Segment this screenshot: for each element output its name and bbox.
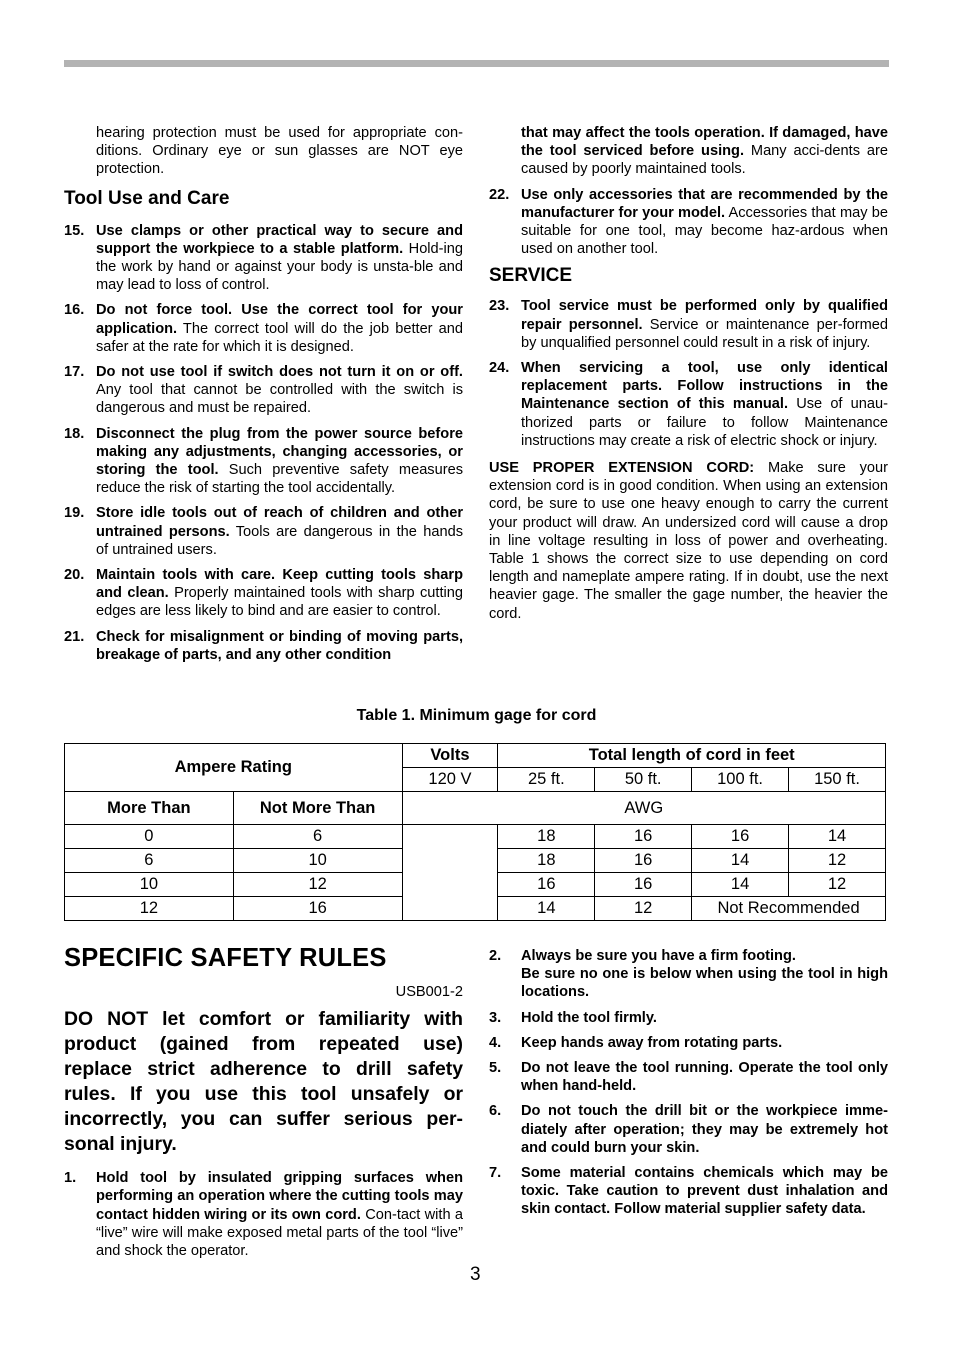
table-cell: 10 (233, 849, 402, 873)
item-text (521, 297, 888, 352)
item-bold-text: When servicing a tool, use only identical replacement parts. Follow instructions in the Maintenance section of this manual. (521, 360, 888, 413)
list-item (489, 1059, 888, 1095)
safety-list (489, 1009, 888, 1219)
table-cell: 14 (789, 825, 886, 849)
item-text (521, 1009, 888, 1027)
tool-use-list (64, 222, 463, 664)
item-number: 18. (64, 425, 85, 442)
ampere-rating-header: Ampere Rating (65, 744, 403, 792)
item-number: 22. (489, 186, 510, 203)
item-number: 20. (64, 567, 85, 584)
length-cell: 150 ft. (789, 768, 886, 792)
document-code: USB001-2 (395, 984, 463, 1000)
volts-blank-cell (402, 825, 498, 921)
item-bold-text: Do not touch the drill bit or the workpiece imme-diately after operation; they may be extremely hot and could burn your skin. (521, 1103, 888, 1156)
continued-paragraph: hearing protection must be used for appropriate con-ditions. Ordinary eye or sun glasses are NOT eye protection. (96, 125, 463, 178)
extension-cord-label: USE PROPER EXTENSION CORD: (489, 460, 755, 477)
item-text (96, 425, 463, 498)
length-cell: 100 ft. (692, 768, 789, 792)
section-heading-tool-use: Tool Use and Care (64, 187, 230, 209)
table-cell: 6 (233, 825, 402, 849)
table-cell: 16 (498, 873, 595, 897)
header-rule (64, 60, 889, 67)
item-body-text: Accessories that may be suitable for one tool, may become haz-ardous when used on another tool. (521, 204, 888, 258)
table-cell: 14 (498, 897, 595, 921)
list-item (64, 363, 463, 418)
service-list (489, 297, 888, 450)
item-body-text: Properly maintained tools with sharp cutting edges are less likely to bind and are easier to control. (96, 585, 463, 620)
table-cell: 6 (65, 849, 234, 873)
continued-item-21 (521, 124, 888, 179)
item-text (521, 359, 888, 450)
table-cell: 16 (595, 825, 692, 849)
item-number: 4. (489, 1034, 502, 1051)
list-item (489, 1009, 888, 1027)
table-row (65, 825, 886, 849)
item-number: 1. (64, 1170, 77, 1187)
item-number: 21. (64, 628, 85, 645)
table-cell: 12 (233, 873, 402, 897)
list-item (64, 1169, 463, 1260)
item-number: 24. (489, 360, 510, 377)
item-number: 6. (489, 1103, 502, 1120)
item-number: 15. (64, 222, 85, 239)
left-column-bottom (64, 943, 463, 1267)
item-bold-text: Disconnect the plug from the power source before making any adjustments, changing accessories, or storing the tool. (96, 425, 463, 479)
item-text (96, 504, 463, 559)
list-item (489, 359, 888, 450)
list-item (64, 425, 463, 498)
item-text (96, 301, 463, 356)
section-heading-service: SERVICE (489, 265, 573, 287)
table-cell: 12 (789, 849, 886, 873)
right-column-top (489, 124, 888, 623)
table-cell: 12 (65, 897, 234, 921)
item-body-text: Hold-ing the work by hand or against your body is unsta-ble and may lead to loss of control. (96, 240, 463, 294)
item-number: 19. (64, 505, 85, 522)
more-than-header: More Than (65, 792, 234, 825)
gage-table (64, 743, 886, 921)
item-body-text: Such preventive safety measures reduce the risk of starting the tool accidentally. (96, 462, 463, 497)
item-line: Always be sure you have a firm footing. (521, 948, 796, 964)
list-item (64, 301, 463, 356)
list-item (64, 504, 463, 559)
safety-title: SPECIFIC SAFETY RULES (64, 944, 387, 972)
item-bold-text: Hold tool by insulated gripping surfaces when performing an operation where the cutting tools may contact hidden wiring or its own cord. (96, 1170, 463, 1223)
item-number: 23. (489, 298, 510, 315)
table-cell: 0 (65, 825, 234, 849)
item-bold-text: Use clamps or other practical way to secure and support the workpiece to a stable platform. (96, 222, 463, 257)
list-item (489, 1164, 888, 1219)
item-body-text: Con-tact with a “live” wire will make exposed metal parts of the tool “live” and shock the operator. (96, 1206, 463, 1260)
cord-length-header: Total length of cord in feet (498, 744, 886, 768)
list-item (489, 1102, 888, 1157)
table-caption: Table 1. Minimum gage for cord (356, 707, 597, 724)
list-item (489, 1034, 888, 1052)
item-bold-text: Tool service must be performed only by qualified repair personnel. (521, 298, 888, 333)
list-item (489, 947, 888, 1002)
list-item (489, 297, 888, 352)
item-number: 17. (64, 364, 85, 381)
table-cell: 14 (692, 873, 789, 897)
item-text (96, 1169, 463, 1260)
item-number: 16. (64, 302, 85, 319)
item-body-text: Use of unau-thorized parts or failure to follow Maintenance instructions may create a risk of electric shock or injury. (521, 396, 888, 449)
table-cell: 16 (233, 897, 402, 921)
continued-bold: that may affect the tools operation. If damaged, have the tool serviced before using. (521, 125, 888, 160)
table-cell: 10 (65, 873, 234, 897)
not-recommended-cell: Not Recommended (692, 897, 886, 921)
item-bold-text: Do not use tool if switch does not turn it on or off. (96, 364, 463, 381)
length-cell: 50 ft. (595, 768, 692, 792)
voltage-cell: 120 V (402, 768, 498, 792)
item-body-text: Service or maintenance per-formed by unqualified personnel could result in a risk of injury. (521, 316, 888, 351)
item-text (521, 1102, 888, 1157)
safety-warning: DO NOT let comfort or familiarity with product (gained from repeated use) replace strict adherence to drill safety rules. If you use this tool unsafely or incorrectly, you can suffer serious per-sonal injury. (64, 1008, 463, 1156)
table-cell: 14 (692, 849, 789, 873)
item-bold-text: Do not force tool. Use the correct tool for your application. (96, 302, 463, 337)
item-bold-text: Some material contains chemicals which may be toxic. Take caution to prevent dust inhalation and skin contact. Follow material supplier safety data. (521, 1165, 888, 1218)
item-number: 2. (489, 948, 502, 964)
awg-header: AWG (402, 792, 885, 825)
table-cell: 12 (595, 897, 692, 921)
item-number: 3. (489, 1009, 502, 1026)
item-body-text: The correct tool will do the job better and safer at the rate for which it is designed. (96, 320, 463, 355)
length-cell: 25 ft. (498, 768, 595, 792)
table-cell: 12 (789, 873, 886, 897)
volts-header: Volts (402, 744, 498, 768)
list-item (489, 186, 888, 259)
item-bold-text: Hold the tool firmly. (521, 1009, 657, 1026)
continued-text: Many acci-dents are caused by poorly maintained tools. (521, 143, 888, 178)
item-text (96, 222, 463, 295)
item-line: Be sure no one is below when using the tool in high locations. (521, 966, 888, 1001)
table-cell: 16 (595, 873, 692, 897)
item-text (521, 186, 888, 259)
item-text (96, 363, 463, 418)
item-text (521, 1034, 888, 1052)
item-bold-text: Maintain tools with care. Keep cutting tools sharp and clean. (96, 567, 463, 602)
item-text (96, 628, 463, 664)
item-number: 5. (489, 1060, 502, 1077)
list-item (64, 566, 463, 621)
item-text (521, 1059, 888, 1095)
left-column-top (64, 124, 463, 671)
table-cell: 16 (692, 825, 789, 849)
item-number: 7. (489, 1165, 502, 1182)
item-bold-text: Use only accessories that are recommended by the manufacturer for your model. (521, 186, 888, 221)
extension-cord-text: Make sure your extension cord is in good condition. When using an extension cord, be sure to use one heavy enough to carry the current your product will draw. An undersized cord will cause a drop in line voltage resulting in loss of power and overheating. Table 1 shows the correct size to use depending on cord length and nameplate ampere rating. If in doubt, use the next heavier gage. The smaller the gage number, the heavier the cord. (489, 460, 888, 622)
table-cell: 18 (498, 849, 595, 873)
right-column-bottom (489, 947, 888, 1226)
page-number: 3 (470, 1264, 481, 1285)
item-text (96, 566, 463, 621)
table-cell: 18 (498, 825, 595, 849)
item-bold-text: Keep hands away from rotating parts. (521, 1034, 783, 1051)
list-item (64, 628, 463, 664)
table-cell: 16 (595, 849, 692, 873)
item-text (521, 1164, 888, 1219)
item-bold-text: Check for misalignment or binding of moving parts, breakage of parts, and any other condition (96, 628, 463, 663)
item-bold-text: Store idle tools out of reach of children and other untrained persons. (96, 505, 463, 540)
item-body-text: Tools are dangerous in the hands of untrained users. (96, 523, 463, 558)
list-item (64, 222, 463, 295)
item-bold-text: Do not leave the tool running. Operate the tool only when hand-held. (521, 1060, 888, 1095)
not-more-than-header: Not More Than (233, 792, 402, 825)
item-body-text: Any tool that cannot be controlled with the switch is dangerous and must be repaired. (96, 382, 463, 417)
item-text (521, 947, 888, 1002)
extension-cord-paragraph (489, 459, 888, 623)
